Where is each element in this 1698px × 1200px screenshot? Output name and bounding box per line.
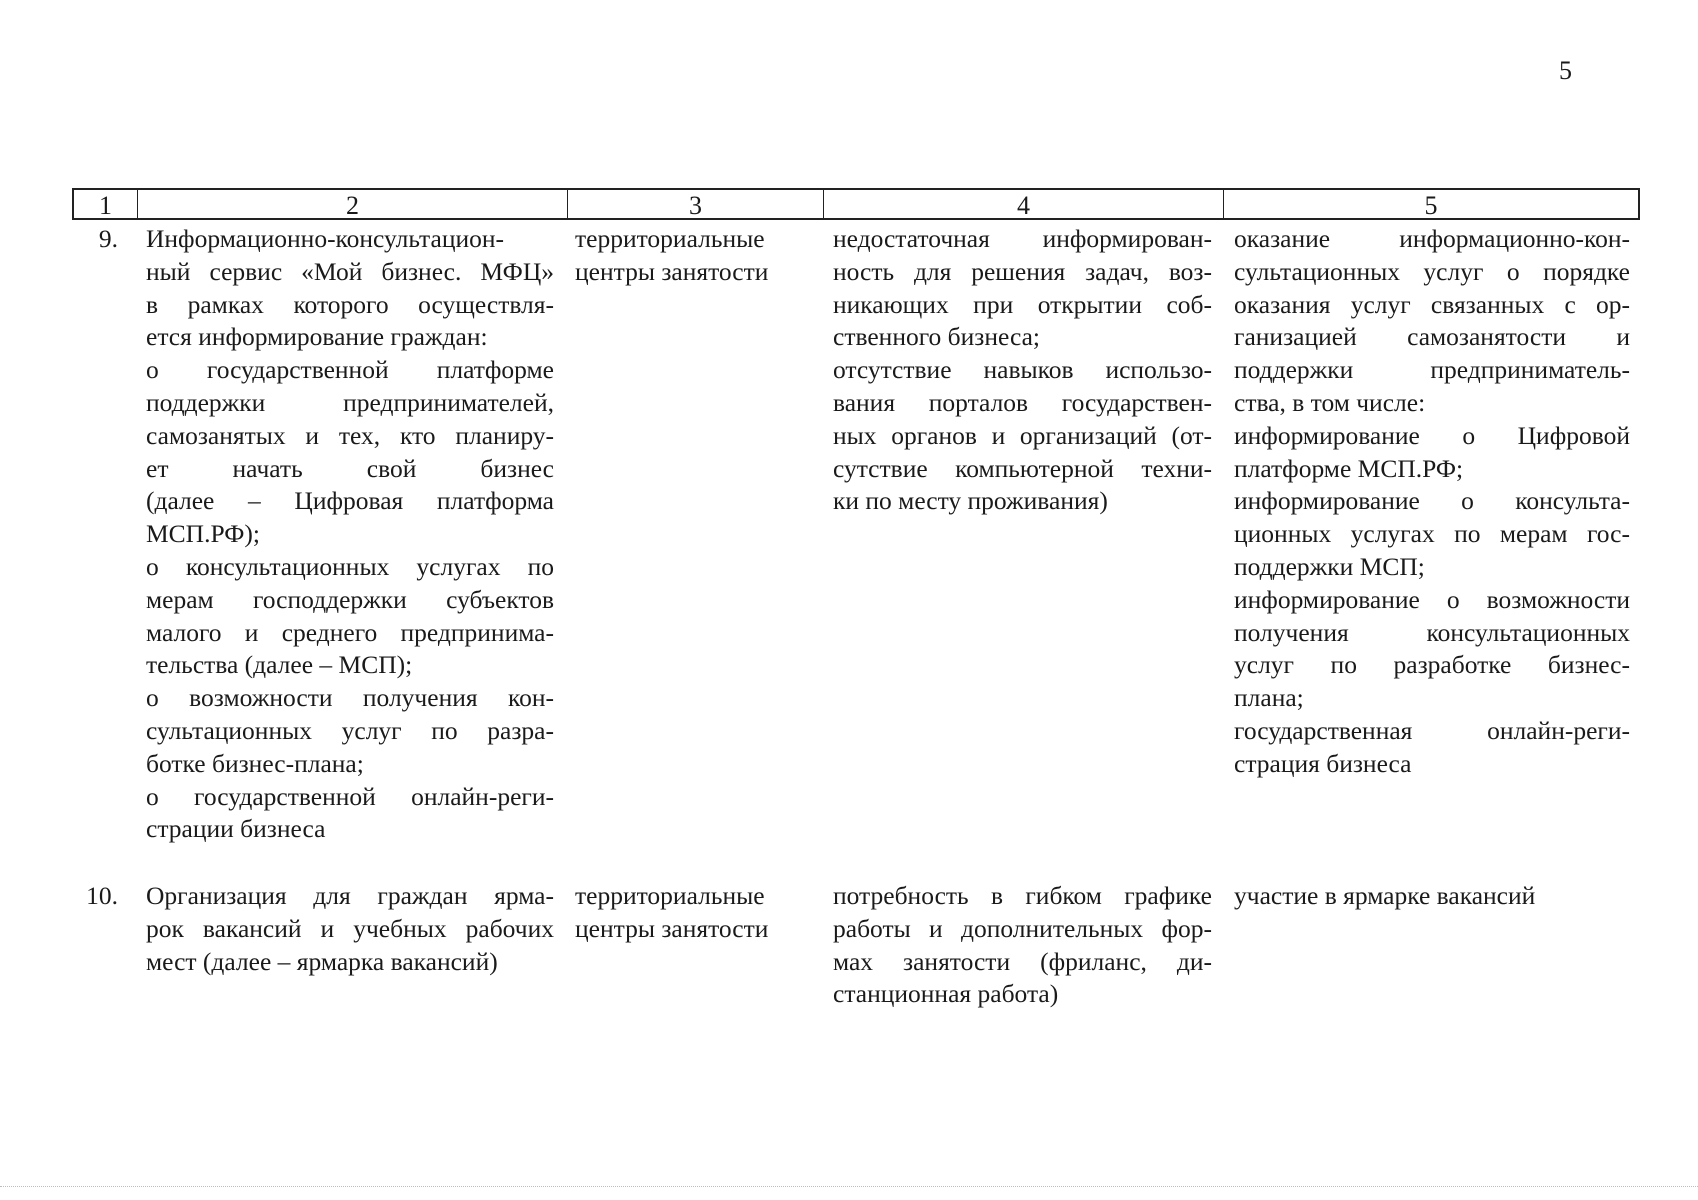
text-line: ность для решения задач, воз-: [833, 256, 1212, 286]
text-line: ный сервис «Мой бизнес. МФЦ»: [146, 256, 554, 286]
text-line: сультационных услуг по разра-: [146, 715, 554, 745]
text-line: МСП.РФ);: [146, 519, 260, 549]
text-line: никающих при открытии соб-: [833, 289, 1212, 319]
header-col-5: 5: [1223, 188, 1640, 220]
text-line: участие в ярмарке вакансий: [1234, 881, 1536, 910]
row-9-number: 9.: [98, 224, 118, 253]
text-line: поддержки МСП;: [1234, 551, 1425, 581]
text-line: отсутствие навыков использо-: [833, 355, 1212, 385]
header-col-3: 3: [567, 188, 823, 220]
text-line: недостаточная информирован-: [833, 224, 1212, 253]
text-line: в рамках которого осуществля-: [146, 289, 554, 319]
text-line: информирование о Цифровой: [1234, 420, 1630, 450]
text-line: вания порталов государствен-: [833, 387, 1212, 417]
text-line: рок вакансий и учебных рабочих: [146, 913, 554, 943]
text-line: ционных услугах по мерам гос-: [1234, 519, 1630, 549]
text-line: поддержки предприниматель-: [1234, 355, 1630, 385]
text-line: государственная онлайн-реги-: [1234, 715, 1630, 745]
text-line: мерам господдержки субъектов: [146, 584, 554, 614]
text-line: о консультационных услугах по: [146, 551, 554, 581]
text-line: сультационных услуг о порядке: [1234, 256, 1630, 286]
text-line: сутствие компьютерной техни-: [833, 453, 1212, 483]
text-line: плана;: [1234, 683, 1304, 713]
text-line: о государственной платформе: [146, 355, 554, 385]
row-10-service: [146, 880, 554, 978]
text-line: ботке бизнес-плана;: [146, 748, 364, 778]
text-line: ства, в том числе:: [1234, 387, 1426, 417]
text-line: работы и дополнительных фор-: [833, 913, 1212, 943]
row-10-problem: [833, 880, 1212, 1011]
text-line: услуг по разработке бизнес-: [1234, 650, 1630, 680]
row-9-executor: [575, 223, 815, 289]
text-line: ственного бизнеса;: [833, 322, 1040, 352]
header-col-2: 2: [137, 188, 567, 220]
scan-border-line: [0, 1186, 1698, 1187]
text-line: территориальные: [575, 881, 765, 910]
text-line: страция бизнеса: [1234, 748, 1412, 778]
row-9-result: [1234, 223, 1630, 781]
text-line: о государственной онлайн-реги-: [146, 781, 554, 811]
text-line: оказания услуг связанных с ор-: [1234, 289, 1630, 319]
row-10-number: 10.: [86, 881, 118, 910]
text-line: ется информирование граждан:: [146, 322, 488, 352]
header-col-1: 1: [72, 188, 137, 220]
text-line: оказание информационно-кон-: [1234, 224, 1630, 253]
text-line: самозанятых и тех, кто планиру-: [146, 420, 554, 450]
text-line: тельства (далее – МСП);: [146, 650, 413, 680]
text-line: о возможности получения кон-: [146, 683, 554, 713]
text-line: мест (далее – ярмарка вакансий): [146, 946, 498, 976]
text-line: страции бизнеса: [146, 814, 326, 844]
row-10-result: [1234, 880, 1630, 913]
text-line: Информационно-консультацион-: [146, 224, 504, 253]
header-col-4: 4: [823, 188, 1223, 220]
text-line: получения консультационных: [1234, 617, 1630, 647]
text-line: малого и среднего предпринима-: [146, 617, 554, 647]
text-line: центры занятости: [575, 913, 769, 943]
row-9-problem: [833, 223, 1212, 518]
text-line: мах занятости (фриланс, ди-: [833, 946, 1212, 976]
text-line: ных органов и организаций (от-: [833, 420, 1212, 450]
row-9-service: [146, 223, 554, 846]
text-line: информирование о консульта-: [1234, 486, 1630, 516]
text-line: поддержки предпринимателей,: [146, 387, 554, 417]
text-line: станционная работа): [833, 979, 1059, 1009]
text-line: (далее – Цифровая платформа: [146, 486, 554, 516]
page-number: 5: [1559, 56, 1572, 85]
text-line: ки по месту проживания): [833, 486, 1108, 516]
text-line: потребность в гибком графике: [833, 881, 1212, 910]
text-line: территориальные: [575, 224, 765, 253]
text-line: ганизацией самозанятости и: [1234, 322, 1630, 352]
text-line: Организация для граждан ярма-: [146, 881, 554, 910]
text-line: центры занятости: [575, 256, 769, 286]
text-line: платформе МСП.РФ;: [1234, 453, 1464, 483]
text-line: ет начать свой бизнес: [146, 453, 554, 483]
row-10-executor: [575, 880, 815, 946]
text-line: информирование о возможности: [1234, 584, 1630, 614]
